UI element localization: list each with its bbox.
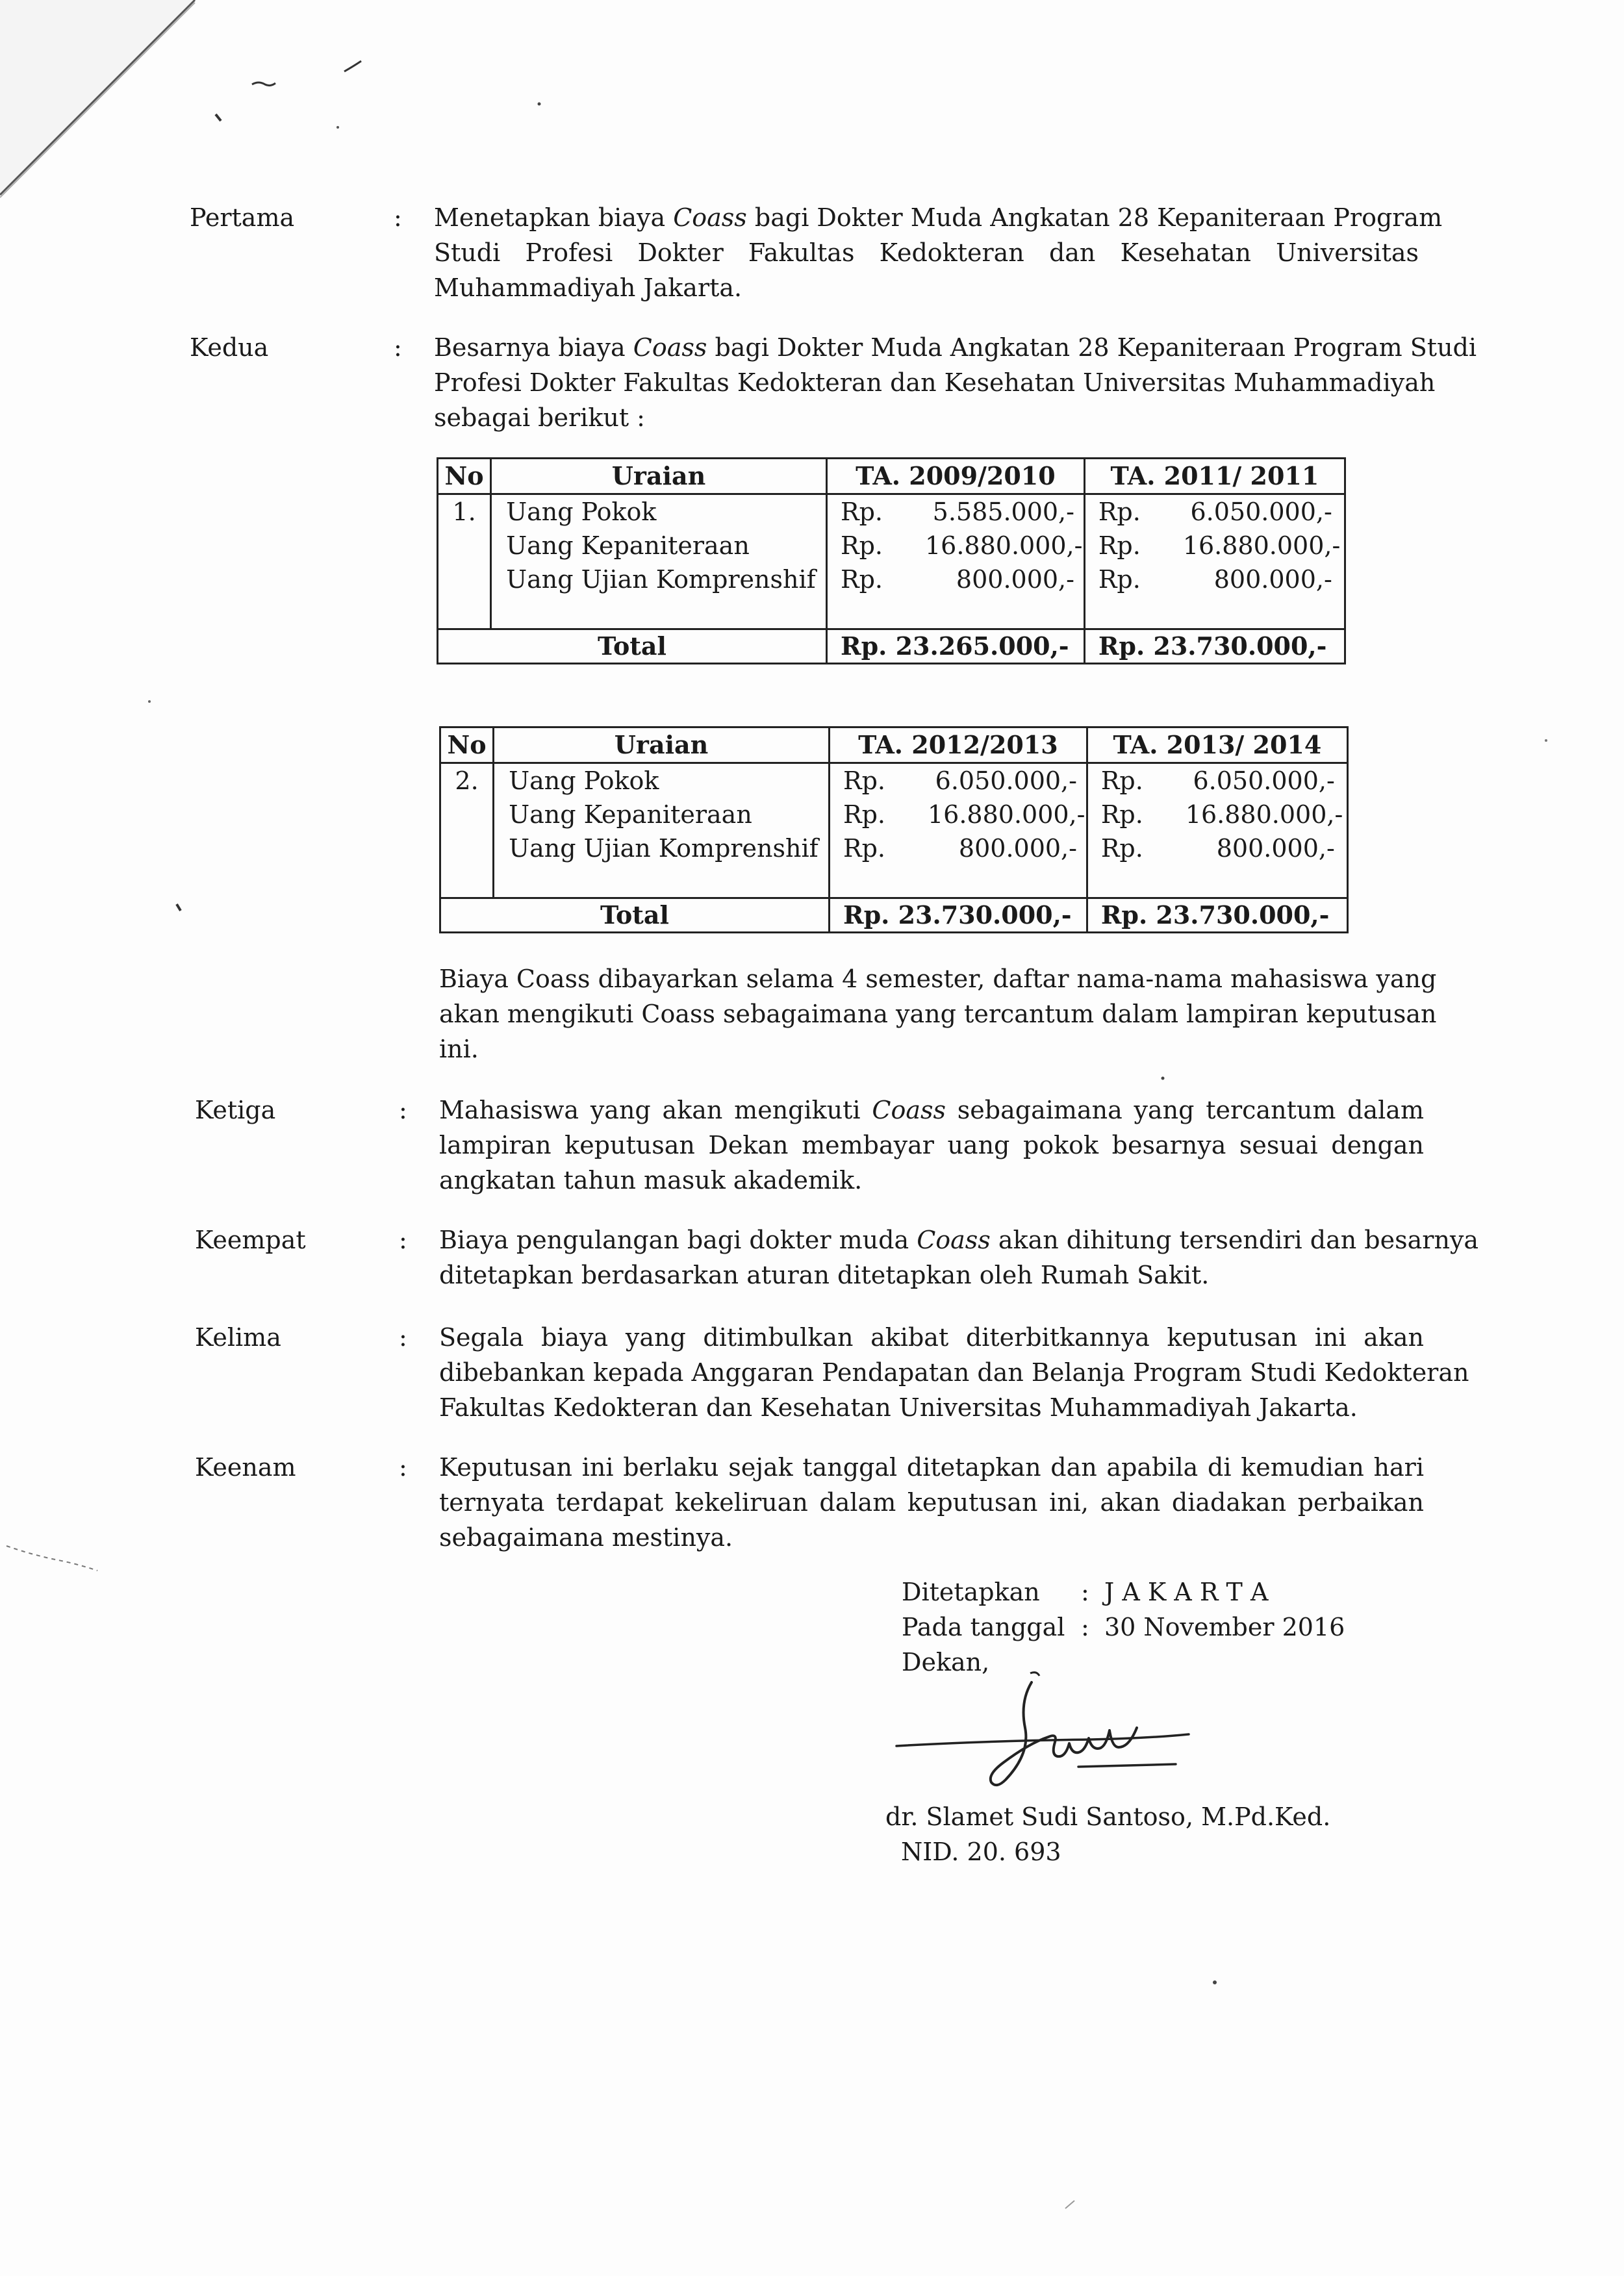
- coass-term: Coass: [633, 333, 707, 362]
- signatory-name: dr. Slamet Sudi Santoso, M.Pd.Ked.: [885, 1802, 1331, 1831]
- table-header-row: [440, 727, 1348, 763]
- section-colon: :: [399, 1453, 407, 1482]
- fee-table-1: [437, 457, 1346, 664]
- section-colon: :: [399, 1323, 407, 1352]
- corner-fold-mark: [0, 0, 221, 214]
- section-text: [439, 1450, 1424, 1555]
- text-line: Fakultas Kedokteran dan Kesehatan Universitas Muhammadiyah Jakarta.: [439, 1393, 1358, 1422]
- section-label: Keempat: [195, 1226, 306, 1254]
- tanggal-label: Pada tanggal: [902, 1613, 1065, 1641]
- text-line: ternyata terdapat kekeliruan dalam keputusan ini, akan diadakan perbaikan: [439, 1488, 1424, 1517]
- table-row: [440, 763, 1348, 898]
- header-uraian: Uraian: [491, 459, 827, 494]
- text-line: Besarnya biaya Coass bagi Dokter Muda Angkatan 28 Kepaniteraan Program Studi: [434, 333, 1477, 362]
- total-row: [438, 629, 1345, 664]
- item-label: Uang Ujian Komprenshif: [509, 834, 818, 863]
- text-line: akan mengikuti Coass sebagaimana yang tercantum dalam lampiran keputusan: [439, 1000, 1437, 1028]
- total-amount-a: Rp. 23.265.000,-: [826, 629, 1084, 664]
- text-line: Biaya Coass dibayarkan selama 4 semester, daftar nama-nama mahasiswa yang: [439, 965, 1437, 993]
- text-line: Keputusan ini berlaku sejak tanggal ditetapkan dan apabila di kemudian hari: [439, 1453, 1424, 1482]
- text-line: ditetapkan berdasarkan aturan ditetapkan oleh Rumah Sakit.: [439, 1261, 1210, 1289]
- section-label: Keenam: [195, 1453, 296, 1482]
- payment-note: [439, 961, 1437, 1067]
- amount: Rp. 6.050.000,-: [843, 766, 1077, 795]
- amount: Rp. 800.000,-: [843, 834, 1077, 863]
- coass-term: Coass: [917, 1226, 991, 1254]
- text-line: Menetapkan biaya Coass bagi Dokter Muda Angkatan 28 Kepaniteraan Program: [434, 203, 1443, 232]
- section-label: Ketiga: [195, 1096, 276, 1124]
- text-line: dibebankan kepada Anggaran Pendapatan dan Belanja Program Studi Kedokteran: [439, 1358, 1469, 1387]
- amount: Rp. 800.000,-: [840, 565, 1074, 594]
- section-colon: :: [394, 203, 402, 232]
- amount-list-b: [1084, 494, 1345, 629]
- amount: Rp. 16.880.000,-: [843, 800, 1085, 829]
- item-label: Uang Ujian Komprenshif: [506, 565, 816, 594]
- section-label: Kelima: [195, 1323, 281, 1352]
- text-line: ini.: [439, 1035, 479, 1063]
- total-label: Total: [440, 898, 830, 933]
- header-year-a: TA. 2009/2010: [826, 459, 1084, 494]
- section-colon: :: [399, 1226, 407, 1254]
- header-uraian: Uraian: [494, 727, 830, 763]
- signatory-id: NID. 20. 693: [901, 1838, 1061, 1866]
- item-label: Uang Kepaniteraan: [509, 800, 752, 829]
- text-line: lampiran keputusan Dekan membayar uang pokok besarnya sesuai dengan: [439, 1131, 1424, 1159]
- total-label: Total: [438, 629, 827, 664]
- amount: Rp. 800.000,-: [1100, 834, 1335, 863]
- amount: Rp. 800.000,-: [1098, 565, 1332, 594]
- section-label: Pertama: [190, 203, 295, 232]
- amount: Rp. 16.880.000,-: [1098, 531, 1341, 560]
- item-label: Uang Pokok: [506, 498, 657, 526]
- text-line: Segala biaya yang ditimbulkan akibat diterbitkannya keputusan ini akan: [439, 1323, 1424, 1352]
- amount: Rp. 6.050.000,-: [1100, 766, 1335, 795]
- amount-list-a: [829, 763, 1087, 898]
- row-number: 1.: [438, 494, 491, 629]
- row-number: 2.: [440, 763, 494, 898]
- text-line: sebagai berikut :: [434, 403, 645, 432]
- text-line: sebagaimana mestinya.: [439, 1523, 733, 1552]
- section-text: [439, 1222, 1479, 1293]
- header-year-a: TA. 2012/2013: [829, 727, 1087, 763]
- item-list: [494, 763, 830, 898]
- dean-signature: [883, 1669, 1195, 1806]
- table-row: [438, 494, 1345, 629]
- ditetapkan-label: Ditetapkan: [902, 1578, 1040, 1606]
- ditetapkan-value: J A K A R T A: [1104, 1578, 1269, 1606]
- amount: Rp. 16.880.000,-: [1100, 800, 1343, 829]
- amount: Rp. 5.585.000,-: [840, 498, 1074, 526]
- section-colon: :: [394, 333, 402, 362]
- amount-list-a: [826, 494, 1084, 629]
- fee-table-2: [439, 726, 1349, 933]
- amount: Rp. 16.880.000,-: [840, 531, 1083, 560]
- item-label: Uang Pokok: [509, 766, 659, 795]
- tanggal-row: Pada tanggal : 30 November 2016: [902, 1610, 1345, 1645]
- coass-term: Coass: [673, 203, 747, 232]
- decree-closing: [902, 1574, 1345, 1680]
- header-year-b: TA. 2011/ 2011: [1084, 459, 1345, 494]
- text-line: Studi Profesi Dokter Fakultas Kedokteran dan Kesehatan Universitas: [434, 238, 1419, 267]
- total-amount-b: Rp. 23.730.000,-: [1084, 629, 1345, 664]
- header-no: No: [438, 459, 491, 494]
- section-text: [439, 1320, 1469, 1425]
- table-header-row: [438, 459, 1345, 494]
- item-label: Uang Kepaniteraan: [506, 531, 750, 560]
- total-amount-b: Rp. 23.730.000,-: [1087, 898, 1347, 933]
- item-list: [491, 494, 827, 629]
- text-line: Mahasiswa yang akan mengikuti Coass sebagaimana yang tercantum dalam: [439, 1096, 1424, 1124]
- text-line: Muhammadiyah Jakarta.: [434, 273, 742, 302]
- signatory-block: [867, 1799, 1330, 1869]
- amount: Rp. 6.050.000,-: [1098, 498, 1332, 526]
- tanggal-value: 30 November 2016: [1104, 1613, 1345, 1641]
- section-text: [434, 330, 1477, 435]
- total-amount-a: Rp. 23.730.000,-: [829, 898, 1087, 933]
- header-year-b: TA. 2013/ 2014: [1087, 727, 1347, 763]
- amount-list-b: [1087, 763, 1347, 898]
- section-label: Kedua: [190, 333, 269, 362]
- coass-term: Coass: [872, 1096, 946, 1124]
- dean-title: Dekan,: [902, 1648, 990, 1676]
- section-colon: :: [399, 1096, 407, 1124]
- total-row: [440, 898, 1348, 933]
- header-no: No: [440, 727, 494, 763]
- section-text: [434, 200, 1443, 305]
- text-line: Profesi Dokter Fakultas Kedokteran dan Kesehatan Universitas Muhammadiyah: [434, 368, 1436, 397]
- ditetapkan-row: Ditetapkan : J A K A R T A: [902, 1574, 1345, 1610]
- text-line: Biaya pengulangan bagi dokter muda Coass akan dihitung tersendiri dan besarnya: [439, 1226, 1479, 1254]
- section-text: [439, 1093, 1424, 1198]
- text-line: angkatan tahun masuk akademik.: [439, 1166, 863, 1195]
